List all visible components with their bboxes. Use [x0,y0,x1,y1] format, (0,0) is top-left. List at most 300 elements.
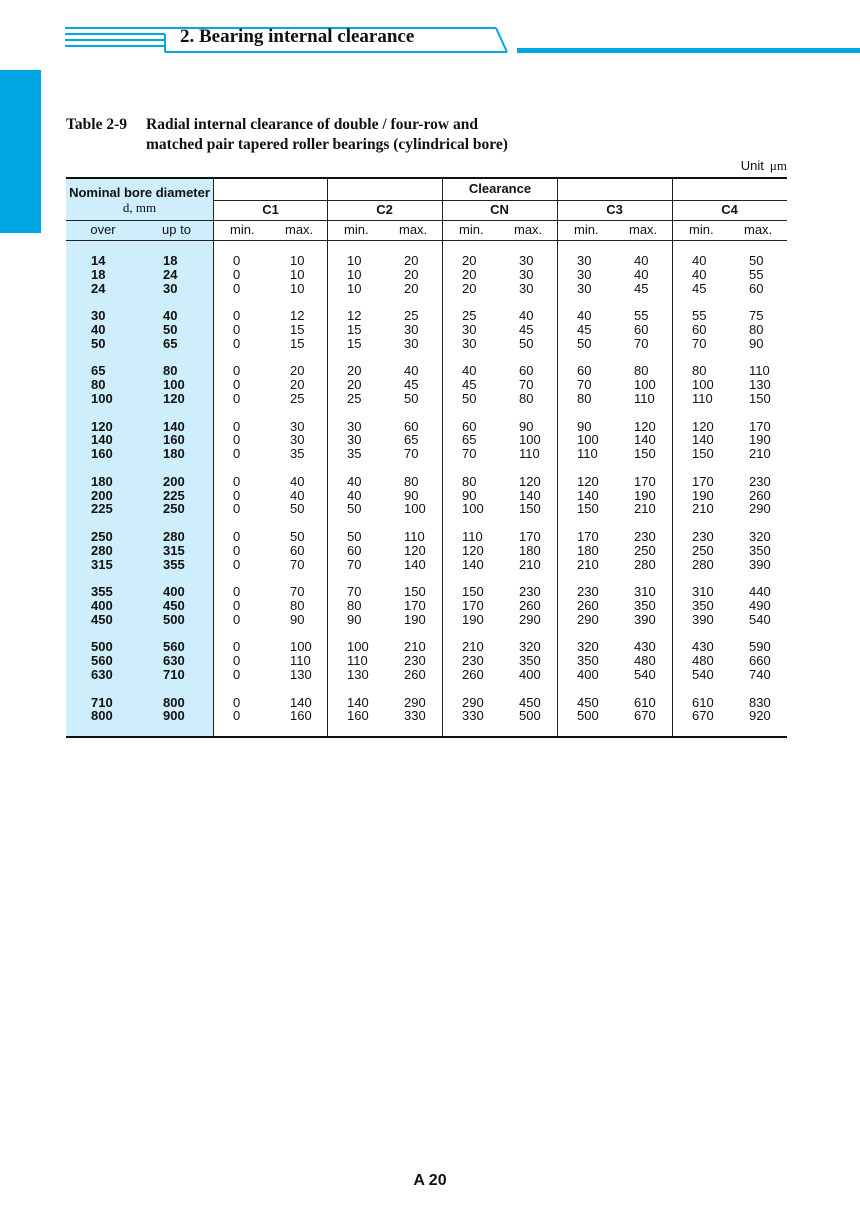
clearance-cell: 110 [347,653,368,669]
clearance-cell: 190 [634,487,656,503]
clearance-cell: 0 [233,487,241,503]
clearance-cell: 50 [404,391,419,406]
bore-cell: 100 [163,377,185,393]
clearance-cell: 60 [519,363,534,379]
clearance-cell: 90 [519,418,534,434]
bore-cell: 14 [91,253,106,268]
clearance-cell: 120 [692,418,714,434]
clearance-cell: 45 [462,377,477,393]
clearance-cell: 20 [290,377,305,393]
clearance-cell: 230 [692,529,714,544]
clearance-cell: 0 [233,708,241,724]
clearance-cell: 30 [347,418,362,434]
clearance-cell: 170 [692,473,714,489]
bore-cell: 800 [91,708,113,724]
col-min-header: min. [459,222,484,237]
unit-text: Unit [740,158,764,173]
clearance-cell: 320 [577,639,599,655]
clearance-cell: 30 [519,253,534,268]
clearance-cell: 120 [519,473,541,489]
clearance-cell: 100 [347,639,369,655]
clearance-cell: 10 [290,280,305,296]
clearance-cell: 70 [519,377,534,393]
clearance-cell: 25 [347,391,362,406]
clearance-cell: 660 [749,653,771,669]
bore-cell: 500 [91,639,113,655]
page-number: A 20 [413,1172,447,1189]
clearance-cell: 90 [404,487,419,503]
clearance-cell: 20 [290,363,305,379]
clearance-cell: 0 [233,391,241,406]
clearance-cell: 280 [634,556,656,572]
clearance-cell: 430 [634,639,656,655]
clearance-cell: 50 [347,501,362,517]
clearance-cell: 140 [462,556,484,572]
clearance-cell: 0 [233,501,241,517]
clearance-cell: 150 [577,501,599,517]
clearance-cell: 230 [462,653,484,669]
clearance-cell: 70 [462,446,477,462]
bore-cell: 315 [163,542,185,558]
bore-cell: 120 [163,391,185,406]
clearance-cell: 440 [749,584,771,600]
clearance-cell: 0 [233,446,241,462]
column-divider [557,179,558,736]
clearance-cell: 10 [347,280,362,296]
col-min-header: min. [230,222,255,237]
clearance-cell: 70 [577,377,592,393]
clearance-cell: 50 [290,529,305,544]
clearance-cell: 60 [692,322,707,337]
clearance-cell: 0 [233,611,241,627]
clearance-cell: 180 [577,542,599,558]
clearance-cell: 400 [577,667,599,682]
clearance-cell: 320 [519,639,541,655]
col-min-header: min. [689,222,714,237]
clearance-cell: 40 [290,487,305,503]
clearance-cell: 55 [749,266,764,282]
clearance-cell: 150 [634,446,656,462]
clearance-cell: 15 [290,335,305,351]
bore-cell: 40 [91,322,106,337]
clearance-header: Clearance [468,181,532,196]
clearance-cell: 0 [233,598,241,613]
clearance-cell: 30 [519,266,534,282]
clearance-cell: 230 [519,584,541,600]
clearance-cell: 0 [233,363,241,379]
clearance-cell: 170 [634,473,656,489]
clearance-cell: 90 [462,487,477,503]
clearance-cell: 260 [404,667,426,682]
clearance-cell: 210 [749,446,771,462]
clearance-cell: 10 [290,253,305,268]
col-over-header: over [90,222,116,237]
clearance-cell: 40 [462,363,477,379]
clearance-cell: 30 [577,280,592,296]
clearance-cell: 110 [577,446,598,462]
clearance-cell: 110 [634,391,655,406]
clearance-cell: 70 [290,584,305,600]
clearance-cell: 0 [233,335,241,351]
clearance-cell: 140 [404,556,426,572]
clearance-cell: 250 [692,542,714,558]
bore-cell: 180 [91,473,113,489]
col-max-header: max. [629,222,658,237]
clearance-cell: 610 [634,694,656,710]
clearance-cell: 230 [577,584,599,600]
clearance-cell: 35 [290,446,305,462]
clearance-cell: 290 [404,694,426,710]
clearance-cell: 0 [233,542,241,558]
clearance-cell: 40 [634,253,649,268]
clearance-cell: 55 [692,308,707,324]
clearance-cell: 480 [692,653,714,669]
clearance-cell: 40 [404,363,419,379]
clearance-cell: 210 [462,639,484,655]
clearance-cell: 30 [404,335,419,351]
clearance-cell: 0 [233,377,241,393]
clearance-table [66,177,787,738]
clearance-cell: 170 [749,418,771,434]
clearance-cell: 100 [692,377,714,393]
clearance-cell: 70 [347,556,362,572]
clearance-cell: 100 [404,501,426,517]
bore-cell: 280 [163,529,185,544]
clearance-cell: 30 [290,432,305,448]
clearance-cell: 0 [233,253,241,268]
bore-cell: 630 [163,653,185,669]
bore-cell: 30 [163,280,178,296]
bore-cell: 40 [163,308,178,324]
clearance-cell: 230 [404,653,426,669]
clearance-cell: 30 [462,335,477,351]
clearance-cell: 80 [519,391,534,406]
clearance-group-header: C2 [376,202,393,217]
clearance-cell: 210 [519,556,541,572]
clearance-cell: 0 [233,584,241,600]
clearance-cell: 60 [462,418,477,434]
col-min-header: min. [574,222,599,237]
clearance-cell: 40 [519,308,534,324]
clearance-cell: 120 [634,418,656,434]
clearance-cell: 20 [347,377,362,393]
clearance-cell: 50 [462,391,477,406]
clearance-cell: 30 [404,322,419,337]
clearance-cell: 170 [577,529,599,544]
clearance-cell: 290 [749,501,771,517]
clearance-cell: 50 [519,335,534,351]
clearance-cell: 190 [692,487,714,503]
clearance-cell: 40 [692,266,707,282]
clearance-cell: 190 [749,432,771,448]
clearance-cell: 0 [233,280,241,296]
clearance-cell: 45 [519,322,534,337]
clearance-cell: 120 [577,473,599,489]
bore-cell: 450 [163,598,185,613]
clearance-cell: 110 [404,529,425,544]
clearance-cell: 60 [749,280,764,296]
clearance-cell: 50 [347,529,362,544]
clearance-cell: 350 [577,653,599,669]
clearance-cell: 210 [577,556,599,572]
clearance-cell: 50 [749,253,764,268]
bore-cell: 315 [91,556,113,572]
clearance-cell: 25 [404,308,419,324]
clearance-cell: 450 [577,694,599,710]
clearance-cell: 0 [233,694,241,710]
bore-cell: 250 [163,501,185,517]
bore-cell: 18 [91,266,106,282]
unit-symbol: μm [769,158,787,173]
clearance-cell: 670 [634,708,656,724]
bore-cell: 80 [91,377,106,393]
bore-cell: 180 [163,446,185,462]
clearance-cell: 80 [404,473,419,489]
clearance-cell: 30 [347,432,362,448]
clearance-group-header: CN [490,202,509,217]
bore-cell: 65 [91,363,106,379]
clearance-cell: 80 [692,363,707,379]
clearance-cell: 30 [290,418,305,434]
clearance-cell: 0 [233,322,241,337]
clearance-cell: 45 [692,280,707,296]
clearance-cell: 70 [347,584,362,600]
clearance-cell: 80 [290,598,305,613]
clearance-cell: 490 [749,598,771,613]
clearance-cell: 65 [462,432,477,448]
clearance-cell: 40 [692,253,707,268]
clearance-cell: 80 [749,322,764,337]
clearance-cell: 170 [404,598,426,613]
bore-cell: 450 [91,611,113,627]
clearance-cell: 190 [462,611,484,627]
clearance-cell: 40 [347,487,362,503]
bore-cell: 80 [163,363,178,379]
bore-cell: 140 [91,432,113,448]
clearance-cell: 60 [577,363,592,379]
clearance-group-header: C3 [606,202,623,217]
bore-cell: 280 [91,542,113,558]
clearance-cell: 0 [233,667,241,682]
bore-header: Nominal bore diameter [69,185,210,200]
clearance-cell: 30 [577,253,592,268]
bore-cell: 100 [91,391,113,406]
clearance-cell: 390 [749,556,771,572]
clearance-cell: 120 [404,542,426,558]
clearance-cell: 80 [634,363,649,379]
bore-cell: 400 [163,584,185,600]
clearance-cell: 290 [577,611,599,627]
clearance-cell: 90 [749,335,764,351]
bore-subheader: d, mm [122,200,157,215]
clearance-cell: 260 [749,487,771,503]
bore-cell: 160 [163,432,185,448]
clearance-cell: 0 [233,653,241,669]
bore-cell: 355 [91,584,113,600]
clearance-cell: 0 [233,639,241,655]
clearance-cell: 70 [634,335,649,351]
bore-cell: 560 [163,639,185,655]
bore-cell: 140 [163,418,185,434]
clearance-cell: 400 [519,667,541,682]
clearance-cell: 110 [462,529,483,544]
bore-cell: 50 [163,322,178,337]
clearance-cell: 920 [749,708,771,724]
column-divider [672,179,673,736]
clearance-cell: 50 [290,501,305,517]
clearance-cell: 140 [634,432,656,448]
clearance-cell: 250 [634,542,656,558]
clearance-cell: 290 [462,694,484,710]
clearance-cell: 45 [577,322,592,337]
clearance-group-header: C4 [721,202,738,217]
clearance-cell: 830 [749,694,771,710]
clearance-cell: 90 [577,418,592,434]
col-max-header: max. [744,222,773,237]
column-divider [442,179,443,736]
clearance-cell: 0 [233,266,241,282]
column-divider [213,179,214,736]
bore-cell: 24 [91,280,106,296]
bore-cell: 24 [163,266,178,282]
clearance-cell: 210 [692,501,714,517]
bore-cell: 560 [91,653,113,669]
caption-line-2: matched pair tapered roller bearings (cylindrical bore) [146,136,508,153]
clearance-cell: 35 [347,446,362,462]
clearance-cell: 20 [404,253,419,268]
clearance-cell: 130 [749,377,771,393]
clearance-cell: 330 [404,708,426,724]
clearance-cell: 180 [519,542,541,558]
clearance-cell: 110 [692,391,713,406]
clearance-cell: 540 [749,611,771,627]
clearance-cell: 450 [519,694,541,710]
clearance-cell: 330 [462,708,484,724]
clearance-cell: 210 [404,639,426,655]
clearance-cell: 140 [519,487,541,503]
clearance-cell: 230 [634,529,656,544]
col-max-header: max. [285,222,314,237]
clearance-cell: 590 [749,639,771,655]
clearance-cell: 120 [462,542,484,558]
section-side-tab [0,70,41,233]
section-title: 2. Bearing internal clearance [180,26,415,47]
clearance-cell: 20 [462,253,477,268]
clearance-cell: 280 [692,556,714,572]
clearance-cell: 20 [404,280,419,296]
bore-cell: 355 [163,556,185,572]
clearance-cell: 210 [634,501,656,517]
clearance-cell: 320 [749,529,771,544]
clearance-cell: 0 [233,529,241,544]
bore-cell: 800 [163,694,185,710]
header-divider [66,220,787,221]
clearance-cell: 90 [347,611,362,627]
clearance-cell: 190 [404,611,426,627]
bore-cell: 630 [91,667,113,682]
clearance-cell: 670 [692,708,714,724]
clearance-cell: 170 [462,598,484,613]
clearance-group-header: C1 [262,202,279,217]
clearance-cell: 50 [577,335,592,351]
clearance-cell: 140 [290,694,312,710]
clearance-cell: 10 [290,266,305,282]
clearance-cell: 130 [347,667,369,682]
header-divider [213,200,787,201]
clearance-cell: 10 [347,266,362,282]
clearance-cell: 540 [692,667,714,682]
clearance-cell: 610 [692,694,714,710]
col-min-header: min. [344,222,369,237]
bore-cell: 225 [91,501,113,517]
clearance-cell: 30 [577,266,592,282]
col-max-header: max. [399,222,428,237]
clearance-cell: 480 [634,653,656,669]
clearance-cell: 75 [749,308,764,324]
clearance-cell: 15 [290,322,305,337]
clearance-cell: 12 [347,308,362,324]
clearance-cell: 260 [519,598,541,613]
clearance-cell: 740 [749,667,771,682]
clearance-cell: 350 [519,653,541,669]
clearance-cell: 60 [634,322,649,337]
clearance-cell: 65 [404,432,419,448]
clearance-cell: 100 [290,639,312,655]
clearance-cell: 150 [462,584,484,600]
clearance-cell: 15 [347,335,362,351]
bore-cell: 710 [163,667,185,682]
clearance-cell: 15 [347,322,362,337]
clearance-cell: 390 [634,611,656,627]
clearance-cell: 45 [634,280,649,296]
clearance-cell: 500 [519,708,541,724]
clearance-cell: 70 [404,446,419,462]
clearance-cell: 0 [233,432,241,448]
table-caption [66,115,508,155]
clearance-cell: 30 [462,322,477,337]
unit-label [741,158,787,174]
clearance-cell: 40 [634,266,649,282]
col-upto-header: up to [162,222,191,237]
clearance-cell: 100 [577,432,599,448]
clearance-cell: 150 [519,501,541,517]
bore-cell: 160 [91,446,113,462]
clearance-cell: 80 [347,598,362,613]
clearance-cell: 20 [404,266,419,282]
bore-cell: 225 [163,487,185,503]
bore-cell: 200 [163,473,185,489]
bore-cell: 200 [91,487,113,503]
caption-line-1: Radial internal clearance of double / four-row and [146,116,478,133]
clearance-cell: 0 [233,418,241,434]
clearance-cell: 80 [577,391,592,406]
clearance-cell: 30 [519,280,534,296]
table-number: Table 2-9 [66,116,128,133]
clearance-cell: 150 [749,391,771,406]
clearance-cell: 140 [347,694,369,710]
clearance-cell: 100 [462,501,484,517]
clearance-cell: 140 [577,487,599,503]
clearance-cell: 310 [634,584,656,600]
clearance-cell: 55 [634,308,649,324]
clearance-cell: 130 [290,667,312,682]
clearance-cell: 45 [404,377,419,393]
clearance-cell: 230 [749,473,771,489]
clearance-cell: 260 [462,667,484,682]
clearance-cell: 100 [634,377,656,393]
bore-cell: 250 [91,529,113,544]
bore-cell: 900 [163,708,185,724]
